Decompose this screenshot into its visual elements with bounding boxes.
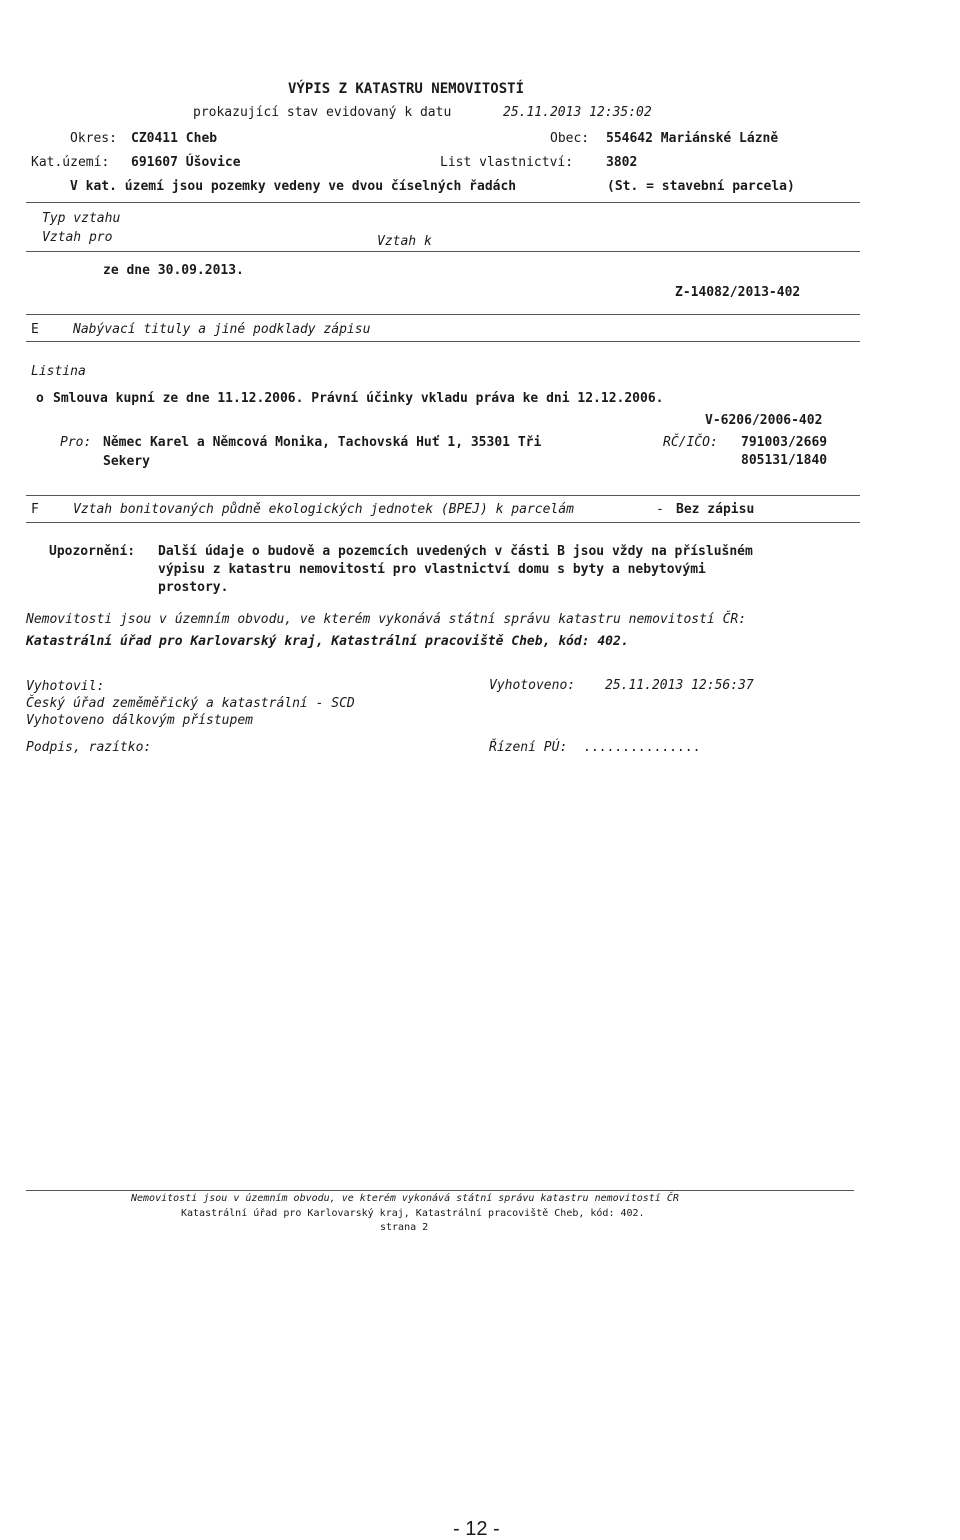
subtitle-prefix: prokazující stav evidovaný k datu [193,105,452,120]
vztah-k-label: Vztah k [377,234,432,249]
rizeni-label: Řízení PÚ: [489,740,568,755]
section-e-title: Nabývací tituly a jiné podklady zápisu [73,322,371,337]
footer-line-2: Katastrální úřad pro Karlovarský kraj, Katastrální pracoviště Cheb, kód: 402. [181,1208,645,1219]
stavebni-parcela-note: (St. = stavební parcela) [607,179,795,194]
section-f-letter: F [31,502,39,517]
section-f-status: Bez zápisu [676,502,755,517]
vklad-reference: V-6206/2006-402 [705,413,823,428]
document-title: VÝPIS Z KATASTRU NEMOVITOSTÍ [288,81,525,97]
podpis-label: Podpis, razítko: [26,740,152,755]
okres-value: CZ0411 Cheb [131,131,218,146]
vyhotovil-line-2: Vyhotoveno dálkovým přístupem [26,713,253,728]
obec-value: 554642 Mariánské Lázně [606,131,779,146]
vyhotoveno-label: Vyhotoveno: [489,678,576,693]
listina-item: Smlouva kupní ze dne 11.12.2006. Právní účinky vkladu práva ke dni 12.12.2006. [53,391,664,406]
notice-line-3: prostory. [158,580,229,595]
section-f-rule-top [26,495,860,496]
section-e-rule-top [26,314,860,315]
typ-vztahu-label: Typ vztahu [42,211,121,226]
listina-label: Listina [31,364,86,379]
section-f-rule-bottom [26,522,860,523]
header-rule [26,202,860,203]
rc-ico-value-1: 791003/2669 [741,435,828,450]
pro-label: Pro: [60,435,92,450]
vyhotovil-label: Vyhotovil: [26,679,105,694]
pro-owners-line2: Sekery [103,454,150,469]
office-line-2: Katastrální úřad pro Karlovarský kraj, Katastrální pracoviště Cheb, kód: 402. [26,634,629,649]
kat-uzemi-value: 691607 Úšovice [131,155,241,170]
vztah-reference: Z-14082/2013-402 [675,285,801,300]
section-e-rule-bottom [26,341,860,342]
notice-line-1: Další údaje o budově a pozemcích uvedených v části B jsou vždy na příslušném [158,544,753,559]
list-vlastnictvi-label: List vlastnictví: [440,155,574,170]
notice-label: Upozornění: [49,544,136,559]
obec-label: Obec: [550,131,590,146]
page-number: - 12 - [453,1518,500,1540]
okres-label: Okres: [70,131,117,146]
office-line-1: Nemovitosti jsou v územním obvodu, ve kterém vykonává státní správu katastru nemovitostí ČR: [26,612,747,627]
section-f-dash: - [656,502,664,517]
vyhotovil-line-1: Český úřad zeměměřický a katastrální - SCD [26,696,355,711]
rc-ico-label: RČ/IČO: [663,435,718,450]
listina-bullet: o [36,391,44,406]
subtitle-date: 25.11.2013 12:35:02 [503,105,652,120]
pozemky-note: V kat. území jsou pozemky vedeny ve dvou číselných řadách [70,179,517,194]
rizeni-value: ............... [583,740,701,755]
list-vlastnictvi-value: 3802 [606,155,638,170]
pro-owners-line1: Němec Karel a Němcová Monika, Tachovská Huť 1, 35301 Tři [103,435,542,450]
footer-line-1: Nemovitosti jsou v územním obvodu, ve kterém vykonává státní správu katastru nemovitostí ČR [131,1193,679,1204]
notice-line-2: výpisu z katastru nemovitostí pro vlastnictví domu s byty a nebytovými [158,562,706,577]
vztah-date: ze dne 30.09.2013. [103,263,244,278]
section-f-title: Vztah bonitovaných půdně ekologických jednotek (BPEJ) k parcelám [73,502,574,517]
footer-page-label: strana 2 [380,1222,429,1233]
vztah-rule [26,251,860,252]
vztah-pro-label: Vztah pro [42,230,113,245]
footer-rule [26,1190,854,1191]
vyhotoveno-value: 25.11.2013 12:56:37 [605,678,754,693]
section-e-letter: E [31,322,39,337]
kat-uzemi-label: Kat.území: [31,155,110,170]
rc-ico-value-2: 805131/1840 [741,453,828,468]
